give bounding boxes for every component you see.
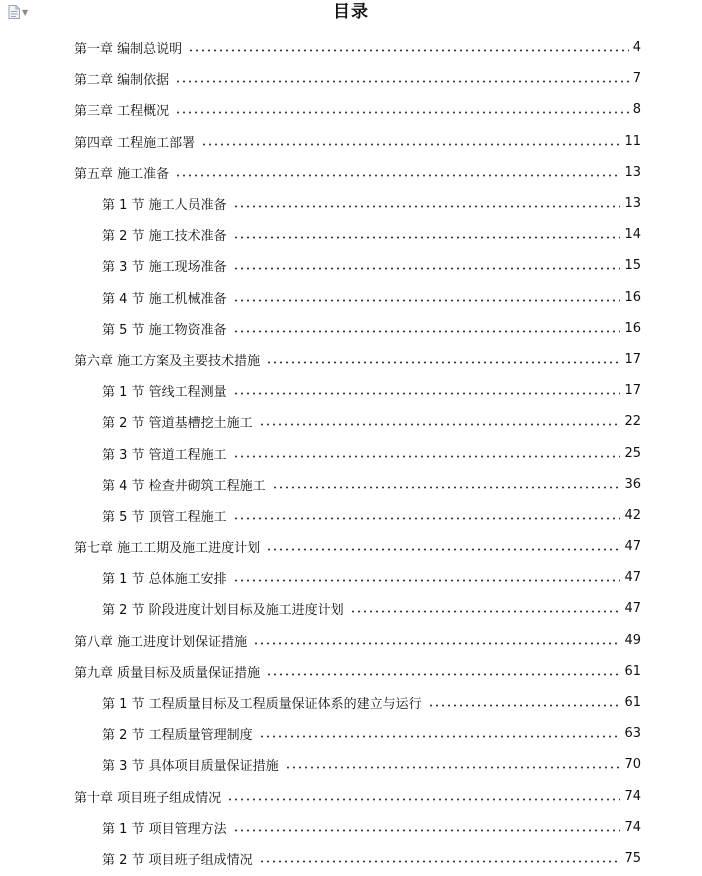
toc-entry-page-number: 17 — [624, 383, 641, 399]
dropdown-caret-icon: ▼ — [22, 8, 29, 17]
toc-dot-leader — [233, 262, 621, 275]
toc-entry[interactable] — [0, 500, 702, 531]
toc-entry-page-number: 13 — [624, 196, 641, 212]
toc-dot-leader — [233, 824, 621, 837]
toc-dot-leader — [233, 512, 621, 525]
toc-entry-page-number: 22 — [624, 414, 641, 430]
toc-dot-leader — [259, 730, 621, 743]
toc-dot-leader — [175, 169, 620, 182]
toc-dot-leader — [253, 637, 620, 650]
toc-entry-label: 第六章 施工方案及主要技术措施 — [74, 353, 261, 369]
toc-entry[interactable] — [0, 282, 702, 313]
toc-dot-leader — [233, 574, 621, 587]
toc-entry[interactable] — [0, 157, 702, 188]
toc-entry-label: 第 2 节 工程质量管理制度 — [102, 728, 253, 744]
toc-entry[interactable] — [0, 313, 702, 344]
toc-entry-label: 第十章 项目班子组成情况 — [74, 790, 222, 806]
toc-dot-leader — [233, 200, 621, 213]
toc-entry[interactable] — [0, 531, 702, 562]
toc-dot-leader — [233, 450, 621, 463]
toc-entry-page-number: 7 — [632, 71, 641, 87]
toc-entry[interactable] — [0, 562, 702, 593]
toc-dot-leader — [233, 294, 621, 307]
toc-entry-label: 第 2 节 阶段进度计划目标及施工进度计划 — [102, 603, 344, 619]
toc-entry[interactable] — [0, 188, 702, 219]
toc-entry-page-number: 11 — [624, 133, 641, 149]
table-of-contents — [0, 32, 702, 874]
toc-entry[interactable] — [0, 344, 702, 375]
toc-entry-label: 第五章 施工准备 — [74, 166, 170, 182]
toc-entry-label: 第 2 节 管道基槽挖土施工 — [102, 416, 253, 432]
toc-entry-page-number: 4 — [632, 40, 641, 56]
toc-entry[interactable] — [0, 126, 702, 157]
toc-entry-page-number: 17 — [624, 351, 641, 367]
toc-entry[interactable] — [0, 32, 702, 63]
toc-entry-page-number: 8 — [632, 102, 641, 118]
toc-entry-label: 第 1 节 总体施工安排 — [102, 572, 227, 588]
toc-entry-page-number: 47 — [624, 570, 641, 586]
toc-entry-page-number: 13 — [624, 164, 641, 180]
toc-entry-page-number: 42 — [624, 507, 641, 523]
toc-dot-leader — [188, 44, 629, 57]
toc-entry-label: 第 1 节 管线工程测量 — [102, 385, 227, 401]
toc-entry-label: 第七章 施工工期及施工进度计划 — [74, 541, 261, 557]
toc-dot-leader — [201, 138, 620, 151]
toc-entry-label: 第 5 节 施工物资准备 — [102, 322, 227, 338]
toc-entry[interactable] — [0, 469, 702, 500]
toc-entry-label: 第 1 节 项目管理方法 — [102, 821, 227, 837]
toc-entry-label: 第 1 节 工程质量目标及工程质量保证体系的建立与运行 — [102, 697, 422, 713]
toc-dot-leader — [175, 106, 629, 119]
toc-entry-page-number: 47 — [624, 601, 641, 617]
toc-dot-leader — [233, 387, 621, 400]
toc-entry[interactable] — [0, 375, 702, 406]
toc-entry-label: 第九章 质量目标及质量保证措施 — [74, 665, 261, 681]
toc-entry-label: 第 3 节 管道工程施工 — [102, 447, 227, 463]
toc-entry[interactable] — [0, 687, 702, 718]
toc-entry-label: 第 1 节 施工人员准备 — [102, 198, 227, 214]
toc-entry[interactable] — [0, 718, 702, 749]
toc-entry[interactable] — [0, 812, 702, 843]
toc-entry-label: 第四章 工程施工部署 — [74, 135, 196, 151]
toc-dot-leader — [266, 668, 620, 681]
toc-dot-leader — [227, 793, 620, 806]
toc-dot-leader — [266, 356, 620, 369]
toc-entry[interactable] — [0, 219, 702, 250]
toc-entry[interactable] — [0, 593, 702, 624]
toc-entry-label: 第三章 工程概况 — [74, 104, 170, 120]
toc-entry-page-number: 47 — [624, 539, 641, 555]
toc-dot-leader — [285, 761, 621, 774]
toc-entry-page-number: 14 — [624, 227, 641, 243]
toc-entry-page-number: 74 — [624, 819, 641, 835]
toc-entry[interactable] — [0, 437, 702, 468]
toc-entry-page-number: 36 — [624, 476, 641, 492]
toc-entry[interactable] — [0, 625, 702, 656]
toc-entry-page-number: 16 — [624, 289, 641, 305]
toc-entry-label: 第 3 节 施工现场准备 — [102, 260, 227, 276]
toc-entry-label: 第 2 节 项目班子组成情况 — [102, 852, 253, 868]
toc-entry-label: 第 5 节 顶管工程施工 — [102, 509, 227, 525]
toc-entry-page-number: 15 — [624, 258, 641, 274]
toc-entry-page-number: 74 — [624, 788, 641, 804]
toc-entry[interactable] — [0, 94, 702, 125]
toc-entry-page-number: 61 — [624, 695, 641, 711]
page-title: 目录 — [333, 2, 369, 22]
toc-dot-leader — [233, 325, 621, 338]
toc-entry-page-number: 49 — [624, 632, 641, 648]
toc-entry-page-number: 75 — [624, 850, 641, 866]
toc-entry-label: 第 2 节 施工技术准备 — [102, 229, 227, 245]
toc-entry-label: 第 4 节 施工机械准备 — [102, 291, 227, 307]
toc-entry-page-number: 63 — [624, 726, 641, 742]
toc-entry[interactable] — [0, 250, 702, 281]
toc-dot-leader — [175, 75, 629, 88]
toc-dot-leader — [428, 699, 621, 712]
toc-dot-leader — [259, 418, 621, 431]
toc-entry[interactable] — [0, 843, 702, 874]
toc-entry-page-number: 61 — [624, 663, 641, 679]
toc-entry-label: 第二章 编制依据 — [74, 73, 170, 89]
toc-entry[interactable] — [0, 656, 702, 687]
toc-dot-leader — [259, 855, 621, 868]
toc-entry[interactable] — [0, 63, 702, 94]
toc-entry[interactable] — [0, 406, 702, 437]
toc-entry-page-number: 70 — [624, 757, 641, 773]
toc-dot-leader — [266, 543, 620, 556]
toc-entry[interactable] — [0, 749, 702, 780]
toc-dot-leader — [272, 481, 621, 494]
toc-entry-label: 第 3 节 具体项目质量保证措施 — [102, 759, 279, 775]
toc-entry-page-number: 16 — [624, 320, 641, 336]
toc-entry-label: 第八章 施工进度计划保证措施 — [74, 634, 248, 650]
toc-dot-leader — [233, 231, 621, 244]
toc-entry[interactable] — [0, 781, 702, 812]
toc-dot-leader — [350, 605, 621, 618]
toc-entry-label: 第 4 节 检查井砌筑工程施工 — [102, 478, 266, 494]
toc-entry-page-number: 25 — [624, 445, 641, 461]
toc-entry-label: 第一章 编制总说明 — [74, 42, 183, 58]
